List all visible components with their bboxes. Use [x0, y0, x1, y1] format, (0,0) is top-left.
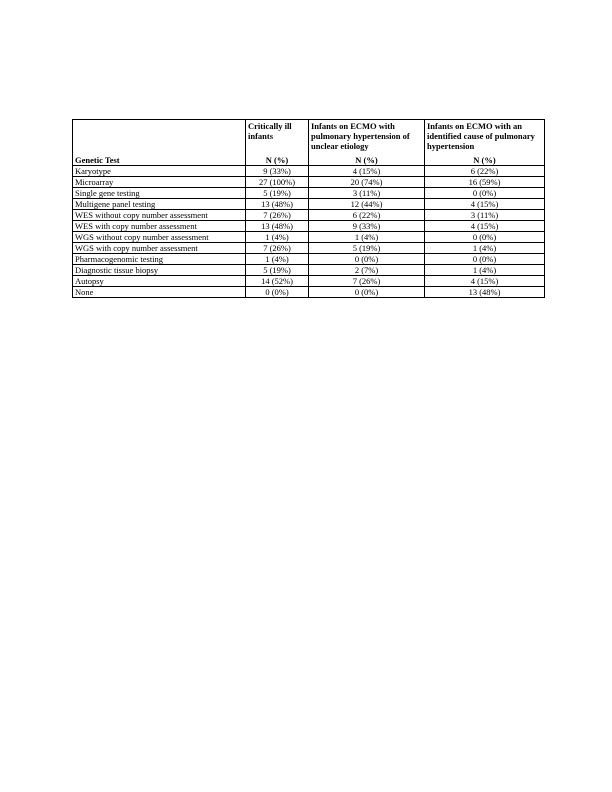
critically-ill-value: 1 (4%) [246, 254, 309, 265]
column-name-row [73, 120, 545, 156]
genetic-test-name: Autopsy [73, 276, 246, 287]
ecmo-unclear-etiology-value: 0 (0%) [309, 254, 425, 265]
header-blank-cell [73, 120, 246, 156]
genetic-test-name: Diagnostic tissue biopsy [73, 265, 246, 276]
unit-label-ecmo-identified-cause: N (%) [425, 155, 545, 166]
genetic-test-name: WGS with copy number assessment [73, 243, 246, 254]
table-row [73, 199, 545, 210]
genetic-test-name: WGS without copy number assessment [73, 232, 246, 243]
ecmo-unclear-etiology-value: 7 (26%) [309, 276, 425, 287]
unit-label-ecmo-unclear-etiology: N (%) [309, 155, 425, 166]
critically-ill-value: 7 (26%) [246, 243, 309, 254]
ecmo-identified-cause-value: 6 (22%) [425, 166, 545, 177]
genetic-test-name: Pharmacogenomic testing [73, 254, 246, 265]
ecmo-unclear-etiology-value: 5 (19%) [309, 243, 425, 254]
column-unit-row [73, 155, 545, 166]
table-row [73, 254, 545, 265]
table-row [73, 210, 545, 221]
ecmo-unclear-etiology-value: 6 (22%) [309, 210, 425, 221]
ecmo-unclear-etiology-value: 12 (44%) [309, 199, 425, 210]
table-row [73, 276, 545, 287]
table-row [73, 188, 545, 199]
critically-ill-value: 13 (48%) [246, 199, 309, 210]
table-body [73, 166, 545, 298]
ecmo-identified-cause-value: 4 (15%) [425, 221, 545, 232]
ecmo-unclear-etiology-value: 1 (4%) [309, 232, 425, 243]
critically-ill-value: 5 (19%) [246, 188, 309, 199]
genetic-testing-table [72, 119, 545, 298]
ecmo-identified-cause-value: 0 (0%) [425, 188, 545, 199]
critically-ill-value: 1 (4%) [246, 232, 309, 243]
critically-ill-value: 13 (48%) [246, 221, 309, 232]
table-row [73, 265, 545, 276]
table-row [73, 166, 545, 177]
ecmo-unclear-etiology-value: 3 (11%) [309, 188, 425, 199]
genetic-test-header: Genetic Test [73, 155, 246, 166]
ecmo-unclear-etiology-value: 0 (0%) [309, 287, 425, 298]
ecmo-identified-cause-value: 1 (4%) [425, 265, 545, 276]
ecmo-unclear-etiology-value: 9 (33%) [309, 221, 425, 232]
genetic-test-name: Single gene testing [73, 188, 246, 199]
table-row [73, 287, 545, 298]
table-row [73, 232, 545, 243]
genetic-test-name: WES without copy number assessment [73, 210, 246, 221]
critically-ill-value: 7 (26%) [246, 210, 309, 221]
critically-ill-value: 5 (19%) [246, 265, 309, 276]
column-header-ecmo-unclear-etiology: Infants on ECMO with pulmonary hypertension of unclear etiology [309, 120, 425, 156]
critically-ill-value: 0 (0%) [246, 287, 309, 298]
ecmo-identified-cause-value: 1 (4%) [425, 243, 545, 254]
ecmo-identified-cause-value: 0 (0%) [425, 232, 545, 243]
ecmo-identified-cause-value: 13 (48%) [425, 287, 545, 298]
genetic-test-name: Karyotype [73, 166, 246, 177]
critically-ill-value: 9 (33%) [246, 166, 309, 177]
ecmo-identified-cause-value: 4 (15%) [425, 199, 545, 210]
genetic-test-name: WES with copy number assessment [73, 221, 246, 232]
genetic-test-name: Multigene panel testing [73, 199, 246, 210]
ecmo-identified-cause-value: 0 (0%) [425, 254, 545, 265]
table-row [73, 177, 545, 188]
ecmo-identified-cause-value: 4 (15%) [425, 276, 545, 287]
unit-label-critically-ill: N (%) [246, 155, 309, 166]
critically-ill-value: 27 (100%) [246, 177, 309, 188]
table-row [73, 221, 545, 232]
ecmo-identified-cause-value: 16 (59%) [425, 177, 545, 188]
ecmo-unclear-etiology-value: 2 (7%) [309, 265, 425, 276]
ecmo-unclear-etiology-value: 20 (74%) [309, 177, 425, 188]
genetic-test-name: Microarray [73, 177, 246, 188]
critically-ill-value: 14 (52%) [246, 276, 309, 287]
ecmo-identified-cause-value: 3 (11%) [425, 210, 545, 221]
column-header-critically-ill: Critically ill infants [246, 120, 309, 156]
column-header-ecmo-identified-cause: Infants on ECMO with an identified cause of pulmonary hypertension [425, 120, 545, 156]
ecmo-unclear-etiology-value: 4 (15%) [309, 166, 425, 177]
table-row [73, 243, 545, 254]
genetic-test-name: None [73, 287, 246, 298]
